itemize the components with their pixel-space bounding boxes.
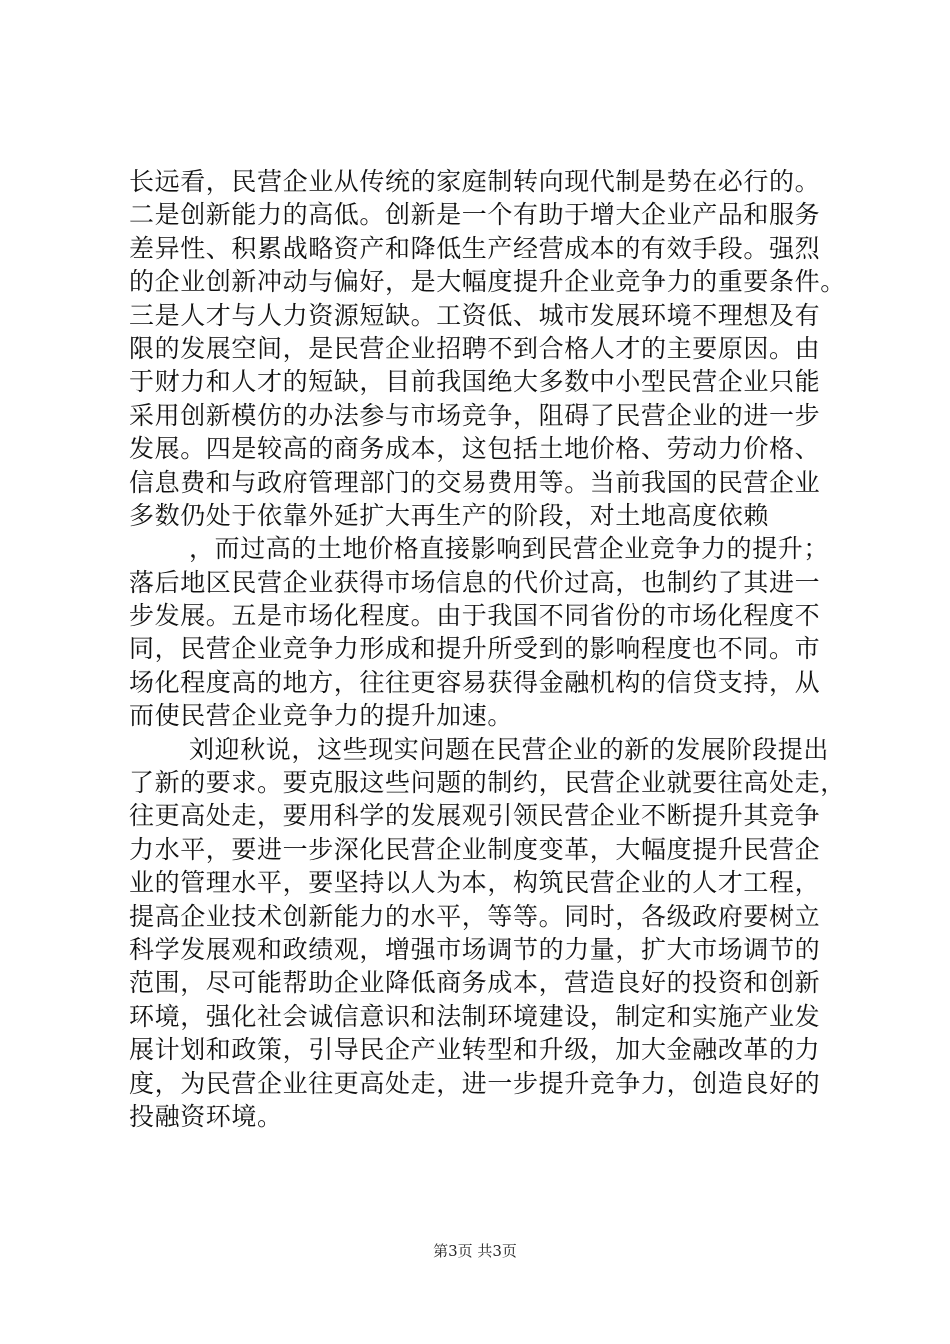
text-line: 长远看，民营企业从传统的家庭制转向现代制是势在必行的。 bbox=[129, 167, 821, 196]
text-line: 于财力和人才的短缺，目前我国绝大多数中小型民营企业只能 bbox=[129, 367, 821, 397]
text-line: 场化程度高的地方，往往更容易获得金融机构的信贷支持，从 bbox=[129, 667, 821, 697]
text-line: 度，为民营企业往更高处走，进一步提升竞争力，创造良好的 bbox=[129, 1068, 821, 1098]
paragraph-start-line: 刘迎秋说，这些现实问题在民营企业的新的发展阶段提出 bbox=[189, 734, 830, 764]
text-line-indented: ，而过高的土地价格直接影响到民营企业竞争力的提升； bbox=[189, 534, 830, 564]
text-line: 的企业创新冲动与偏好，是大幅度提升企业竞争力的重要条件。 bbox=[129, 267, 846, 297]
text-line: 科学发展观和政绩观，增强市场调节的力量，扩大市场调节的 bbox=[129, 934, 821, 964]
text-line: 限的发展空间，是民营企业招聘不到合格人才的主要原因。由 bbox=[129, 333, 821, 363]
text-line: 信息费和与政府管理部门的交易费用等。当前我国的民营企业 bbox=[129, 467, 821, 497]
text-line: 二是创新能力的高低。创新是一个有助于增大企业产品和服务 bbox=[129, 200, 821, 230]
text-line: 三是人才与人力资源短缺。工资低、城市发展环境不理想及有 bbox=[129, 300, 821, 330]
text-line: 了新的要求。要克服这些问题的制约，民营企业就要往高处走， bbox=[129, 768, 846, 798]
text-line: 展计划和政策，引导民企产业转型和升级，加大金融改革的力 bbox=[129, 1035, 821, 1065]
text-line: 提高企业技术创新能力的水平，等等。同时，各级政府要树立 bbox=[129, 901, 821, 931]
text-line: 范围，尽可能帮助企业降低商务成本，营造良好的投资和创新 bbox=[129, 968, 821, 998]
text-line: 往更高处走，要用科学的发展观引领民营企业不断提升其竞争 bbox=[129, 801, 821, 831]
text-line: 采用创新模仿的办法参与市场竞争，阻碍了民营企业的进一步 bbox=[129, 400, 821, 430]
text-line: 环境，强化社会诚信意识和法制环境建设，制定和实施产业发 bbox=[129, 1001, 821, 1031]
text-line: 力水平，要进一步深化民营企业制度变革，大幅度提升民营企 bbox=[129, 834, 821, 864]
document-body bbox=[129, 165, 849, 1133]
text-line: 业的管理水平，要坚持以人为本，构筑民营企业的人才工程， bbox=[129, 868, 821, 898]
text-line: 投融资环境。 bbox=[129, 1101, 283, 1131]
text-line: 落后地区民营企业获得市场信息的代价过高，也制约了其进一 bbox=[129, 567, 821, 597]
text-line: 而使民营企业竞争力的提升加速。 bbox=[129, 701, 514, 731]
text-line: 同，民营企业竞争力形成和提升所受到的影响程度也不同。市 bbox=[129, 634, 821, 664]
text-line: 步发展。五是市场化程度。由于我国不同省份的市场化程度不 bbox=[129, 601, 821, 631]
text-line: 多数仍处于依靠外延扩大再生产的阶段，对土地高度依赖 bbox=[129, 500, 770, 530]
page-number-footer: 第3页 共3页 bbox=[433, 1242, 517, 1260]
text-line: 差异性、积累战略资产和降低生产经营成本的有效手段。强烈 bbox=[129, 233, 821, 263]
text-line: 发展。四是较高的商务成本，这包括土地价格、劳动力价格、 bbox=[129, 434, 821, 464]
